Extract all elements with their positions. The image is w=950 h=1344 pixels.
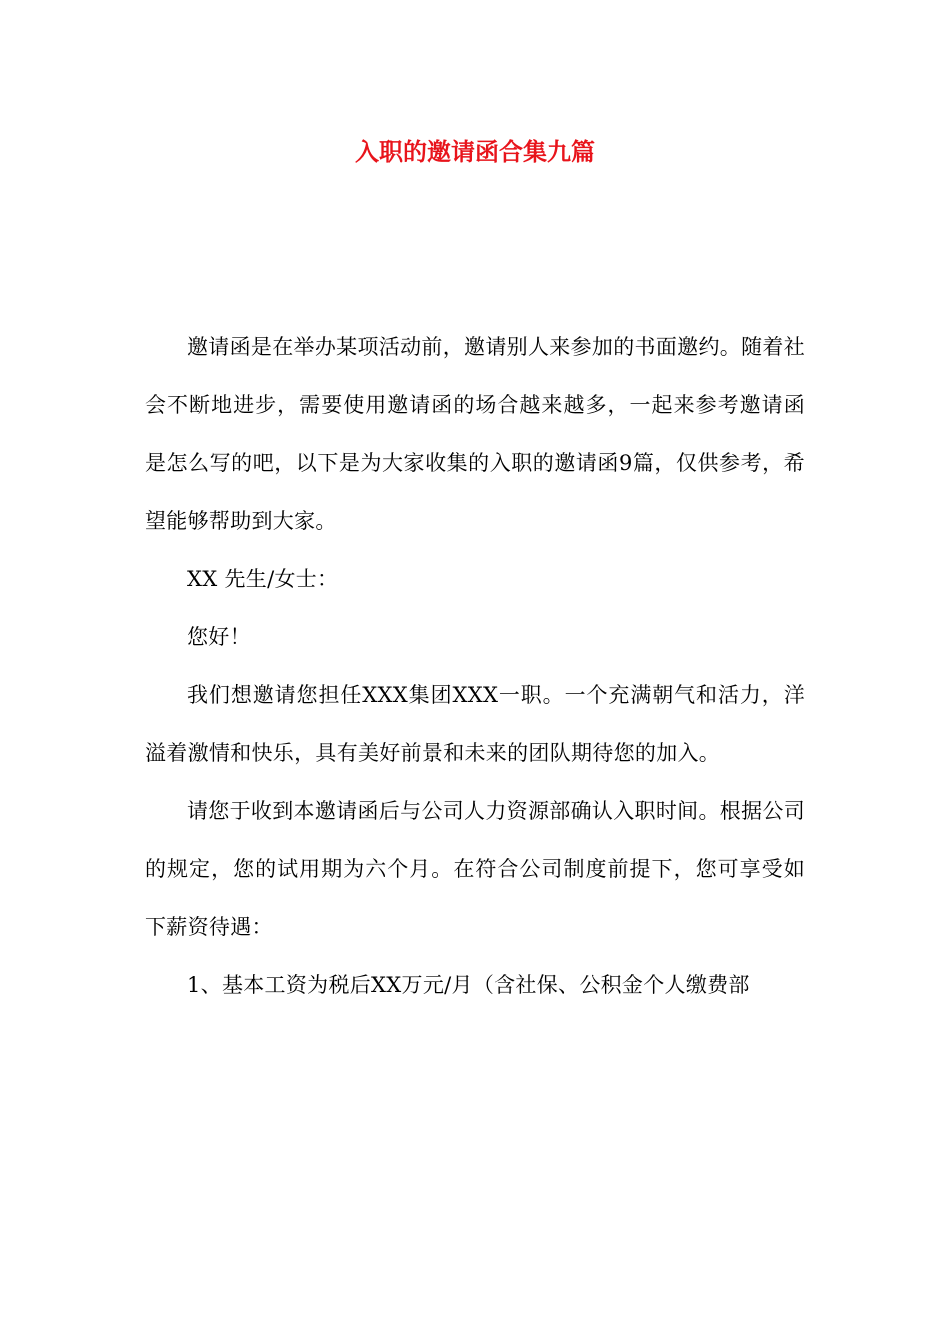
intro-paragraph: 邀请函是在举办某项活动前，邀请别人来参加的书面邀约。随着社会不断地进步，需要使用邀请函的场合越来越多，一起来参考邀请函是怎么写的吧，以下是为大家收集的入职的邀请函9篇，仅供参考，希望能够帮助到大家。 [145,335,805,533]
confirmation-paragraph: 请您于收到本邀请函后与公司人力资源部确认入职时间。根据公司的规定，您的试用期为六个月。在符合公司制度前提下，您可享受如下薪资待遇： [145,799,805,939]
document-body [145,318,805,1014]
invitation-paragraph: 我们想邀请您担任XXX集团XXX一职。一个充满朝气和活力，洋溢着激情和快乐，具有美好前景和未来的团队期待您的加入。 [145,683,805,765]
greeting-line: 您好！ [187,625,251,649]
document-title: 入职的邀请函合集九篇 [355,137,595,166]
salutation-line: XX 先生/女士： [187,567,339,591]
salary-item-1: 1、基本工资为税后XX万元/月（含社保、公积金个人缴费部 [187,973,750,997]
